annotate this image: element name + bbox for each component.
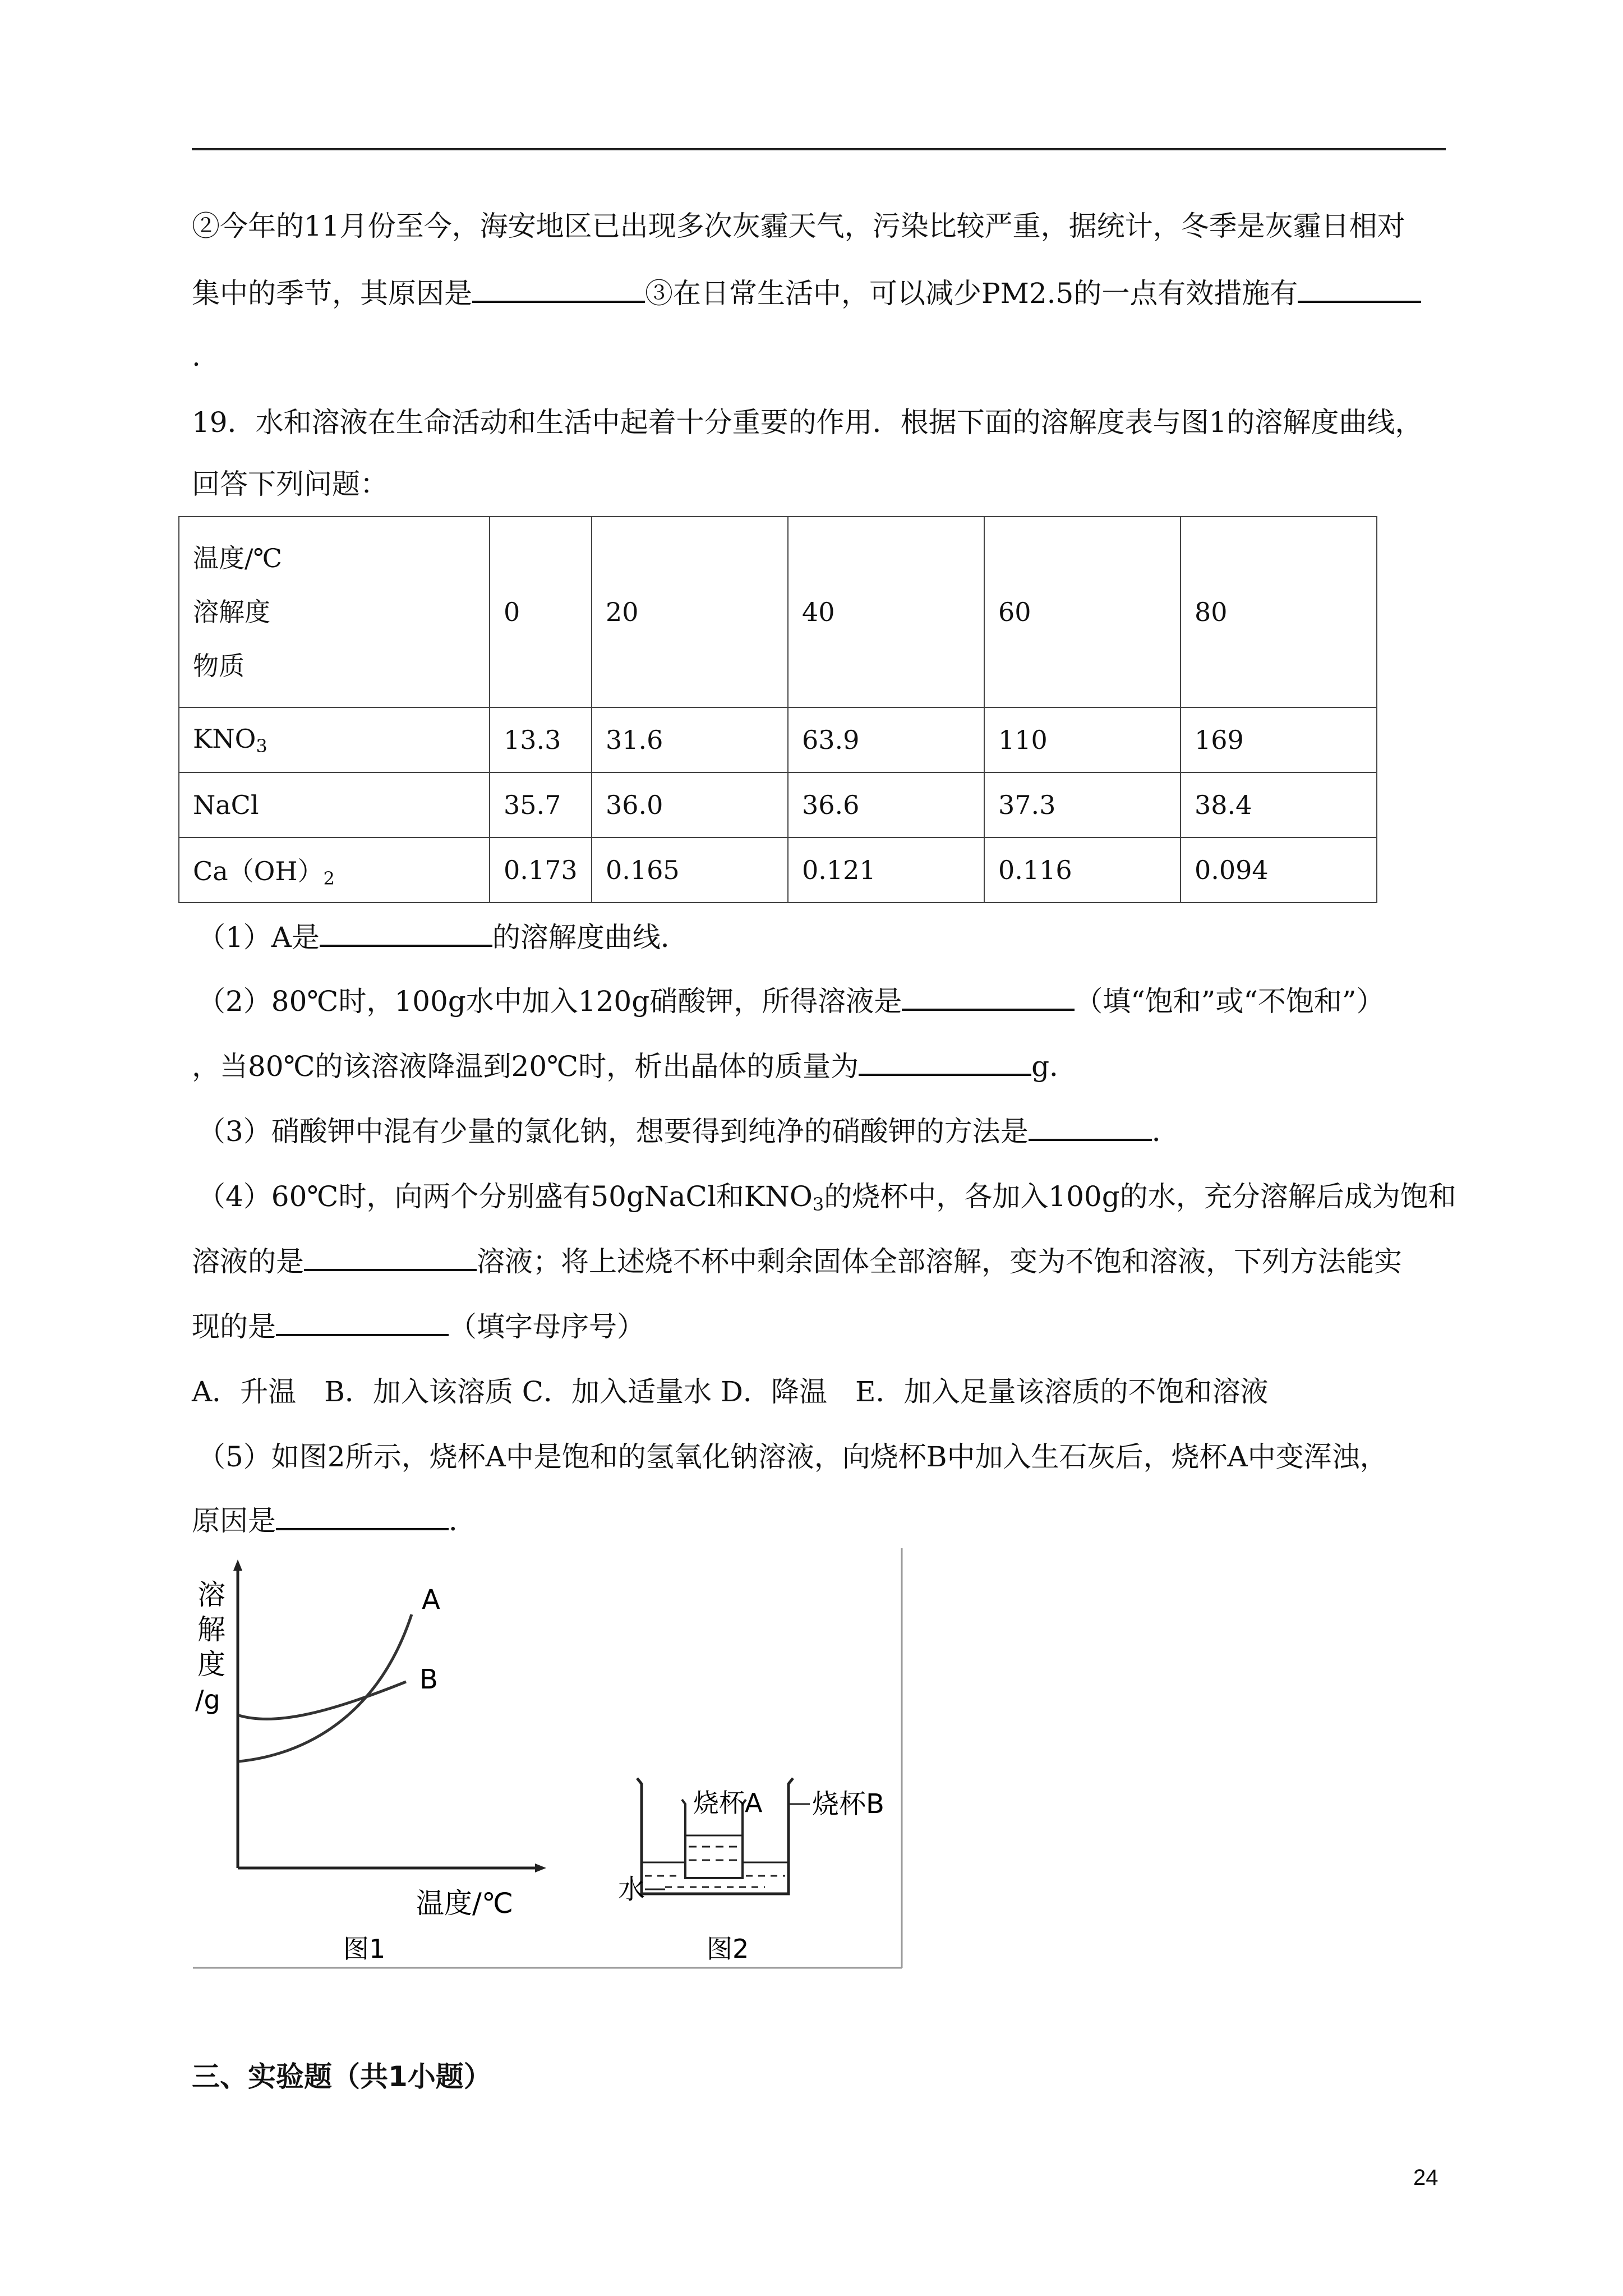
table-cell: 0.094: [1181, 838, 1377, 903]
table-cell: 13.3: [490, 707, 592, 772]
table-cell: 0.165: [592, 838, 788, 903]
table-cell-temp: 80: [1181, 517, 1377, 707]
q4-text-line2: 溶液的是: [192, 1245, 304, 1278]
table-cell: 63.9: [788, 707, 984, 772]
q2-unit: g．: [1031, 1050, 1078, 1083]
q18-line-2: [192, 274, 1421, 313]
table-cell: 0.121: [788, 838, 984, 903]
table-cell-temp: 0: [490, 517, 592, 707]
q19-stem-1: 19．水和溶液在生命活动和生活中起着十分重要的作用．根据下面的溶解度表与图1的溶解度曲线，: [192, 406, 1423, 439]
figure-panel: [193, 1548, 904, 1970]
y-axis-label-char: 溶: [197, 1579, 225, 1611]
answer-options: A．升温 B．加入该溶质 C．加入适量水 D．降温 E．加入足量该溶质的不饱和溶液: [192, 1375, 1269, 1408]
figure-1: [195, 1565, 541, 1964]
x-axis-label: 温度/℃: [416, 1887, 513, 1920]
q3-text-end: ．: [1151, 1115, 1180, 1148]
curve-a-label: A: [422, 1584, 440, 1616]
q4-subscript: 3: [812, 1194, 824, 1215]
beaker-a-label: 烧杯A: [693, 1788, 763, 1818]
answer-blank[interactable]: [1029, 1113, 1152, 1141]
substance-subscript: 2: [323, 868, 335, 889]
q18-part3-text: ③在日常生活中，可以减少PM2.5的一点有效措施有: [645, 277, 1298, 310]
table-cell: 35.7: [490, 772, 592, 838]
sub-question-2: [197, 982, 1385, 1021]
sub-question-3: [197, 1112, 1180, 1151]
page-number: 24: [1413, 2165, 1438, 2190]
q4-text-line2-end: 溶液；将上述烧不杯中剩余固体全部溶解，变为不饱和溶液，下列方法能实: [477, 1245, 1402, 1278]
header-substance-label: 物质: [193, 651, 245, 681]
figure-2: [618, 1778, 884, 1964]
answer-blank[interactable]: [472, 275, 645, 303]
table-cell-substance: [179, 772, 490, 838]
sub-question-1: [197, 918, 689, 957]
sub-question-4-line3: [192, 1307, 645, 1346]
beaker-b-label: 烧杯B: [812, 1788, 884, 1820]
q2-text: （2）80℃时，100g水中加入120g硝酸钾，所得溶液是: [197, 985, 902, 1018]
sub-question-4-line2: [192, 1242, 1402, 1281]
sub-question-5: （5）如图2所示，烧杯A中是饱和的氢氧化钠溶液，向烧杯B中加入生石灰后，烧杯A中变浑浊，: [197, 1441, 1388, 1473]
table-cell: 37.3: [984, 772, 1181, 838]
q5-text-end: ．: [449, 1504, 477, 1537]
q18-line-1: ②今年的11月份至今，海安地区已出现多次灰霾天气，污染比较严重，据统计，冬季是灰霾日相对: [192, 210, 1405, 242]
q1-text: （1）A是: [197, 921, 320, 954]
table-cell: 0.173: [490, 838, 592, 903]
table-cell-temp: 20: [592, 517, 788, 707]
table-row: [179, 707, 1377, 772]
sub-question-4: [197, 1177, 1456, 1224]
table-row: [179, 838, 1377, 903]
answer-blank[interactable]: [304, 1243, 477, 1271]
table-cell: 36.6: [788, 772, 984, 838]
curve-a: [239, 1614, 412, 1761]
substance-subscript: 3: [256, 735, 268, 757]
header-rule: [192, 148, 1446, 150]
header-solubility-label: 溶解度: [193, 597, 270, 627]
table-cell: 31.6: [592, 707, 788, 772]
table-corner-cell: [179, 517, 490, 707]
substance-name: KNO: [193, 723, 256, 754]
q4-text-cont: 的烧杯中，各加入100g的水，充分溶解后成为饱和: [824, 1180, 1456, 1213]
table-cell-temp: 40: [788, 517, 984, 707]
answer-blank[interactable]: [276, 1308, 449, 1336]
q1-text-end: 的溶解度曲线．: [492, 921, 689, 954]
q2-text-cont: ，当80℃的该溶液降温到20℃时，析出晶体的质量为: [192, 1050, 859, 1083]
q18-line-3: .: [192, 340, 201, 372]
q4-text-line3: 现的是: [192, 1310, 276, 1343]
figure-1-caption: 图1: [343, 1934, 386, 1964]
substance-name: Ca（OH）: [193, 856, 324, 886]
table-cell-substance: [179, 838, 490, 903]
water-label: 水: [618, 1874, 645, 1905]
solubility-table: [178, 516, 1377, 903]
table-cell-temp: 60: [984, 517, 1181, 707]
section-heading: 三、实验题（共1小题）: [192, 2060, 492, 2093]
answer-blank[interactable]: [1298, 275, 1421, 303]
q18-part2-text: 集中的季节，其原因是: [192, 277, 472, 310]
sub-question-2-cont: [192, 1047, 1077, 1086]
table-cell: 110: [984, 707, 1181, 772]
q5-text: 原因是: [192, 1504, 276, 1537]
q4-text: （4）60℃时，向两个分别盛有50gNaCl和KNO: [197, 1180, 813, 1213]
substance-name: NaCl: [193, 790, 259, 820]
table-cell: 38.4: [1181, 772, 1377, 838]
answer-blank[interactable]: [276, 1502, 449, 1530]
curve-b-label: B: [419, 1664, 438, 1695]
y-axis-label-char: 度: [197, 1648, 225, 1681]
y-axis-label-char: 解: [197, 1613, 225, 1646]
answer-blank[interactable]: [859, 1048, 1031, 1076]
table-cell: 0.116: [984, 838, 1181, 903]
header-temperature-label: 温度/℃: [193, 543, 282, 573]
q3-text: （3）硝酸钾中混有少量的氯化钠，想要得到纯净的硝酸钾的方法是: [197, 1115, 1029, 1148]
table-cell-substance: [179, 707, 490, 772]
figures-svg: [193, 1548, 904, 1970]
q2-hint: （填“饱和”或“不饱和”）: [1075, 985, 1385, 1018]
curve-b: [239, 1682, 406, 1719]
q19-stem-2: 回答下列问题：: [192, 468, 388, 500]
table-row: [179, 772, 1377, 838]
y-axis-label-char: /g: [195, 1685, 220, 1715]
answer-blank[interactable]: [902, 983, 1075, 1011]
answer-blank[interactable]: [320, 919, 492, 947]
q4-hint: （填字母序号）: [449, 1310, 645, 1343]
figure-2-caption: 图2: [707, 1934, 749, 1964]
table-cell: 169: [1181, 707, 1377, 772]
sub-question-5-cont: [192, 1501, 477, 1540]
table-header-row: [179, 517, 1377, 707]
table-cell: 36.0: [592, 772, 788, 838]
